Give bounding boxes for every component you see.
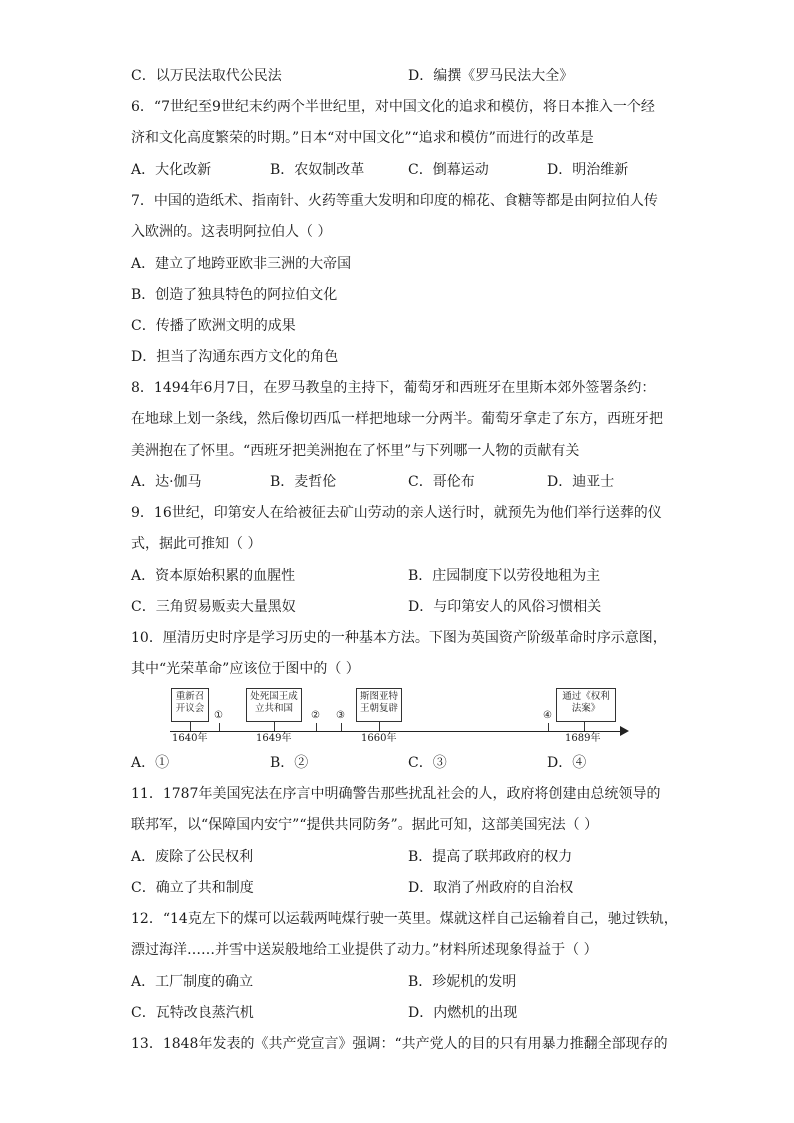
timeline-year-2: 1649年 bbox=[256, 733, 292, 744]
q12-stem-line1: 12．“14克左下的煤可以运载两吨煤行驶一英里。煤就这样自己运输着自己，驰过铁轨， bbox=[131, 911, 678, 927]
q10-option-c: C．③ bbox=[408, 755, 447, 771]
q8-option-a: A．达·伽马 bbox=[131, 474, 202, 490]
q7-stem-line1: 7．中国的造纸术、指南针、火药等重大发明和印度的棉花、食糖等都是由阿拉伯人传 bbox=[131, 193, 658, 209]
q10-stem-line2: 其中“光荣革命”应该位于图中的（ ） bbox=[131, 661, 360, 677]
timeline-marker-1: ① bbox=[214, 710, 223, 721]
q8-stem-line2: 在地球上划一条线，然后像切西瓜一样把地球一分两半。葡萄牙拿走了东方，西班牙把 bbox=[131, 411, 663, 427]
q9-option-a: A．资本原始积累的血腥性 bbox=[131, 568, 296, 584]
timeline-year-1: 1640年 bbox=[172, 733, 208, 744]
q8-option-c: C．哥伦布 bbox=[408, 474, 475, 490]
q11-option-d: D．取消了州政府的自治权 bbox=[408, 880, 574, 896]
timeline-year-4: 1689年 bbox=[565, 733, 601, 744]
q6-stem-line2: 济和文化高度繁荣的时期。”日本“对中国文化”“追求和模仿”而进行的改革是 bbox=[131, 130, 594, 146]
q9-stem-line1: 9．16世纪，印第安人在给被征去矿山劳动的亲人送行时，就预先为他们举行送葬的仪 bbox=[131, 505, 662, 521]
q6-option-a: A．大化改新 bbox=[131, 162, 212, 178]
timeline-event-box-2 bbox=[246, 688, 302, 722]
q7-option-d: D．担当了沟通东西方文化的角色 bbox=[131, 349, 339, 365]
q11-option-b: B．提高了联邦政府的权力 bbox=[408, 849, 573, 865]
q12-option-d: D．内燃机的出现 bbox=[408, 1005, 518, 1021]
q7-option-b: B．创造了独具特色的阿拉伯文化 bbox=[131, 287, 338, 303]
q9-option-b: B．庄园制度下以劳役地租为主 bbox=[408, 568, 601, 584]
q10-option-b: B．② bbox=[270, 755, 309, 771]
q11-stem-line2: 联邦军，以“保障国内安宁”“提供共同防务”。据此可知，这部美国宪法（ ） bbox=[131, 817, 599, 833]
timeline-event-1: 重新召开议会 bbox=[175, 691, 205, 714]
q10-option-a: A．① bbox=[131, 755, 170, 771]
q8-option-d: D．迪亚士 bbox=[547, 474, 615, 490]
q9-option-c: C．三角贸易贩卖大量黑奴 bbox=[131, 599, 296, 615]
revolution-timeline-diagram bbox=[160, 686, 640, 752]
q8-option-b: B．麦哲伦 bbox=[270, 474, 337, 490]
q6-option-b: B．农奴制改革 bbox=[270, 162, 365, 178]
q12-stem-line2: 漂过海洋……并雪中送炭般地给工业提供了动力。”材料所述现象得益于（ ） bbox=[131, 942, 598, 958]
timeline-marker-4: ④ bbox=[543, 710, 552, 721]
timeline-event-box-4 bbox=[556, 688, 616, 722]
timeline-stem-2 bbox=[274, 722, 275, 731]
q7-option-a: A．建立了地跨亚欧非三洲的大帝国 bbox=[131, 256, 352, 272]
q5-option-c: C．以万民法取代公民法 bbox=[131, 68, 282, 84]
timeline-stem-1 bbox=[190, 722, 191, 731]
q11-option-c: C．确立了共和制度 bbox=[131, 880, 254, 896]
q10-option-d: D．④ bbox=[547, 755, 587, 771]
q12-option-a: A．工厂制度的确立 bbox=[131, 974, 254, 990]
timeline-event-2: 处死国王成立共和国 bbox=[250, 691, 298, 714]
timeline-year-3: 1660年 bbox=[361, 733, 397, 744]
timeline-stem-4 bbox=[584, 722, 585, 731]
timeline-stem-3 bbox=[379, 722, 380, 731]
q7-option-c: C．传播了欧洲文明的成果 bbox=[131, 318, 296, 334]
q9-stem-line2: 式，据此可推知（ ） bbox=[131, 536, 262, 552]
q6-option-c: C．倒幕运动 bbox=[408, 162, 489, 178]
timeline-marker-3-tick bbox=[341, 723, 342, 731]
timeline-marker-4-tick bbox=[548, 723, 549, 731]
timeline-event-box-3 bbox=[356, 688, 402, 722]
q9-option-d: D．与印第安人的风俗习惯相关 bbox=[408, 599, 602, 615]
timeline-marker-2: ② bbox=[311, 710, 320, 721]
q11-stem-line1: 11．1787年美国宪法在序言中明确警告那些扰乱社会的人，政府将创建由总统领导的 bbox=[131, 786, 661, 802]
q12-option-c: C．瓦特改良蒸汽机 bbox=[131, 1005, 254, 1021]
q13-stem-line1: 13．1848年发表的《共产党宣言》强调：“共产党人的目的只有用暴力推翻全部现存的 bbox=[131, 1036, 668, 1052]
timeline-event-4: 通过《权利法案》 bbox=[562, 691, 610, 714]
q6-stem-line1: 6．“7世纪至9世纪末约两个半世纪里，对中国文化的追求和模仿，将日本推入一个经 bbox=[131, 99, 655, 115]
q7-stem-line2: 入欧洲的。这表明阿拉伯人（ ） bbox=[131, 224, 332, 240]
q11-option-a: A．废除了公民权利 bbox=[131, 849, 254, 865]
timeline-marker-3: ③ bbox=[336, 710, 345, 721]
timeline-event-3: 斯图亚特王朝复辟 bbox=[360, 691, 399, 714]
timeline-marker-1-tick bbox=[219, 723, 220, 731]
q8-stem-line3: 美洲抱在了怀里。“西班牙把美洲抱在了怀里”与下列哪一人物的贡献有关 bbox=[131, 443, 580, 459]
q10-stem-line1: 10．厘清历史时序是学习历史的一种基本方法。下图为英国资产阶级革命时序示意图， bbox=[131, 630, 667, 646]
q12-option-b: B．珍妮机的发明 bbox=[408, 974, 517, 990]
q8-stem-line1: 8．1494年6月7日，在罗马教皇的主持下，葡萄牙和西班牙在里斯本郊外签署条约： bbox=[131, 380, 656, 396]
q5-option-d: D．编撰《罗马民法大全》 bbox=[408, 68, 574, 84]
timeline-event-box-1 bbox=[171, 688, 209, 722]
timeline-axis bbox=[170, 731, 625, 732]
q6-option-d: D．明治维新 bbox=[547, 162, 629, 178]
timeline-arrow bbox=[620, 726, 629, 736]
timeline-marker-2-tick bbox=[316, 723, 317, 731]
